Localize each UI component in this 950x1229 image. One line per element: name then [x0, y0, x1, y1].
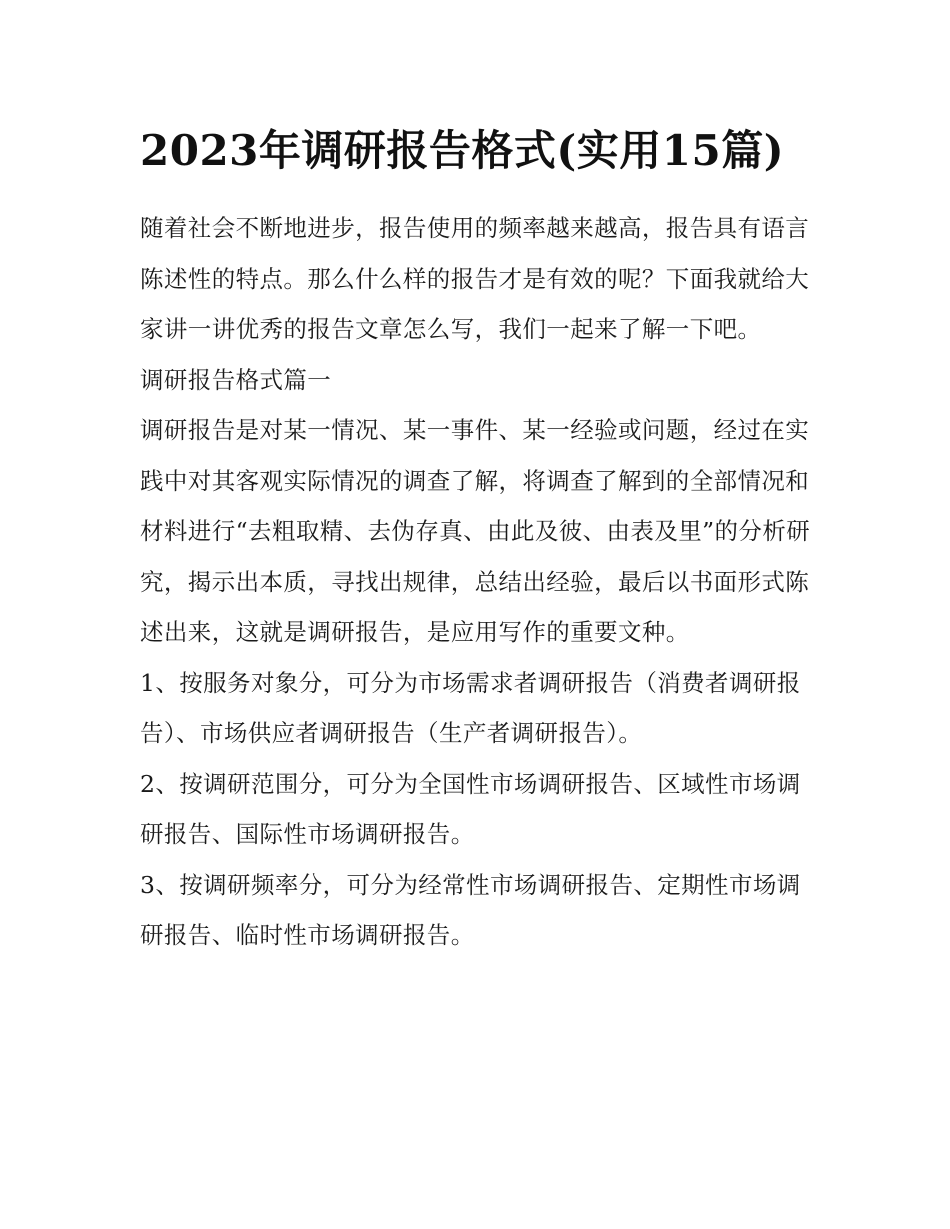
definition-paragraph: 调研报告是对某一情况、某一事件、某一经验或问题，经过在实践中对其客观实际情况的调查了解，将调查了解到的全部情况和材料进行“去粗取精、去伪存真、由此及彼、由表及里”的分析研究，揭示出本质，寻找出规律，总结出经验，最后以书面形式陈述出来，这就是调研报告，是应用写作的重要文种。: [140, 416, 811, 646]
document-title: 2023年调研报告格式(实用15篇): [140, 126, 785, 175]
list-item: 2、按调研范围分，可分为全国性市场调研报告、区域性市场调研报告、国际性市场调研报告。: [140, 769, 801, 848]
document-content: [140, 112, 816, 961]
section-heading: 调研报告格式篇一: [140, 365, 332, 394]
list-item: 3、按调研频率分，可分为经常性市场调研报告、定期性市场调研报告、临时性市场调研报告。: [140, 870, 801, 949]
intro-paragraph: 随着社会不断地进步，报告使用的频率越来越高，报告具有语言陈述性的特点。那么什么样的报告才是有效的呢？下面我就给大家讲一讲优秀的报告文章怎么写，我们一起来了解一下吧。: [140, 214, 810, 343]
list-item: 1、按服务对象分，可分为市场需求者调研报告（消费者调研报告）、市场供应者调研报告（生产者调研报告）。: [140, 668, 801, 747]
